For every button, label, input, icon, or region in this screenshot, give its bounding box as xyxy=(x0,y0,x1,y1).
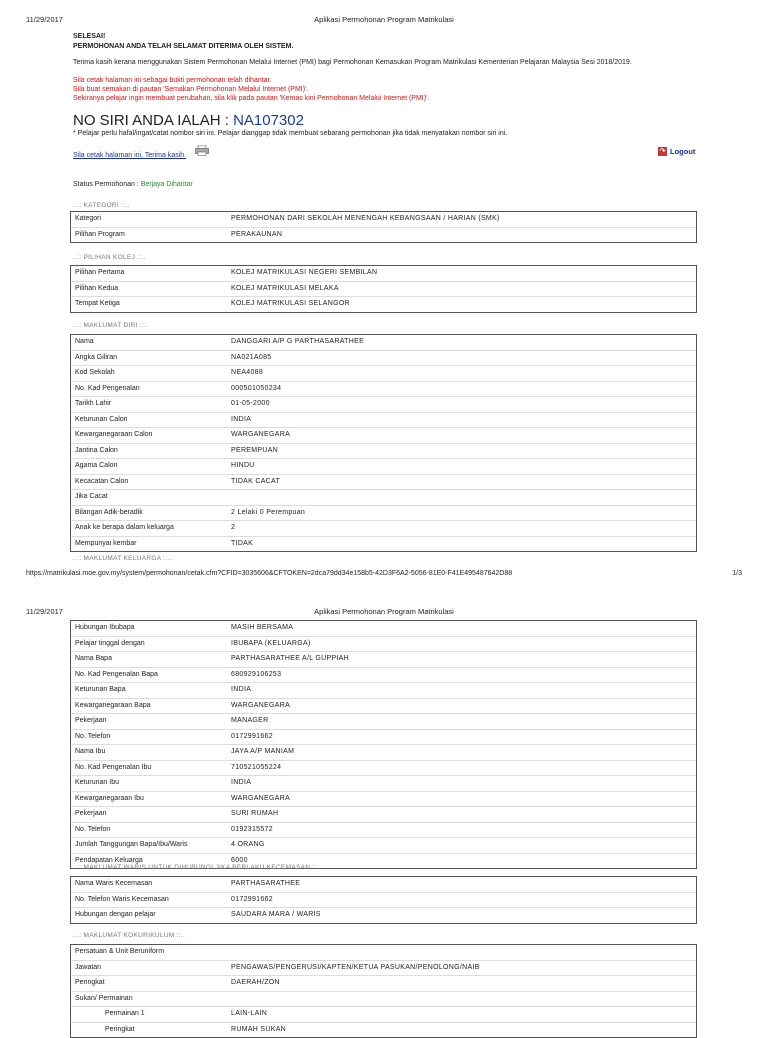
table-row xyxy=(71,228,696,243)
print-title-2: Aplikasi Permohonan Program Matrikulasi xyxy=(314,607,454,616)
field-label: Pilihan Pertama xyxy=(75,269,125,276)
status-label: Status Permohonan : xyxy=(73,181,141,188)
table-row xyxy=(71,621,696,637)
field-value: LAIN-LAIN xyxy=(231,1010,268,1017)
field-value: RUMAH SUKAN xyxy=(231,1025,287,1033)
table-row xyxy=(71,637,696,653)
field-label: Nama Bapa xyxy=(75,655,112,662)
table-row xyxy=(71,838,696,854)
field-label: Jika Cacat xyxy=(75,493,108,500)
serial-number xyxy=(73,112,304,129)
print-title: Aplikasi Permohonan Program Matrikulasi xyxy=(314,15,454,24)
logout-button[interactable] xyxy=(658,147,695,156)
field-value: 4 ORANG xyxy=(231,841,265,848)
field-value: PERAKAUNAN xyxy=(231,230,283,238)
field-value: SAUDARA MARA / WARIS xyxy=(231,911,321,918)
table-row xyxy=(71,506,696,522)
table-row xyxy=(71,428,696,444)
serial-value: NA107302 xyxy=(233,112,304,129)
table-row xyxy=(71,976,696,992)
notice-check: Sila buat semakan di pautan 'Semakan Permohonan Melalui Internet (PMI)'. xyxy=(73,86,309,93)
table-row xyxy=(71,397,696,413)
field-value: KOLEJ MATRIKULASI MELAKA xyxy=(231,284,339,292)
field-value: INDIA xyxy=(231,415,252,423)
field-label: Bilangan Adik-beradik xyxy=(75,508,143,516)
field-label: Keturunan Calon xyxy=(75,415,128,423)
table-row xyxy=(71,351,696,367)
notice-update: Sekiranya pelajar ingin membuat perubahan, sila klik pada pautan 'Kemas kini Permohonan Melalui Internet (PMI)'. xyxy=(73,95,430,102)
table-row xyxy=(71,668,696,684)
table-row xyxy=(71,792,696,808)
field-label: Pelajar tinggal dengan xyxy=(75,639,145,647)
field-label: Peringkat xyxy=(105,1025,135,1033)
field-label: No. Telefon Waris Kecemasan xyxy=(75,895,169,903)
section-kategori: ..:: KATEGORI ::.. xyxy=(73,202,130,209)
kolej-table xyxy=(70,265,697,313)
field-label: Keturunan Ibu xyxy=(75,779,119,786)
section-kokurikulum: ..:: MAKLUMAT KOKURIKULUM ::.. xyxy=(73,932,186,939)
field-value: IBUBAPA (KELUARGA) xyxy=(231,639,311,647)
table-row xyxy=(71,266,696,282)
field-label: Permainan 1 xyxy=(105,1010,145,1017)
thanks-message: Terima kasih kerana menggunakan Sistem Permohonan Melalui Internet (PMI) bagi Permohonan Kemasukan Program Matrikulasi Kementerian Pelajaran Malaysia Sesi 2018/2019. xyxy=(73,59,632,66)
field-label: Kewarganegaraan Bapa xyxy=(75,701,151,709)
field-value: 0192315572 xyxy=(231,825,273,833)
table-row xyxy=(71,1007,696,1023)
table-row xyxy=(71,992,696,1008)
field-label: No. Kad Pengenalan xyxy=(75,384,140,392)
field-label: No. Telefon xyxy=(75,732,111,740)
field-value: 6000 xyxy=(231,856,248,864)
field-value: WARGANEGARA xyxy=(231,701,291,709)
field-label: Pekerjaan xyxy=(75,810,107,817)
table-row xyxy=(71,761,696,777)
field-value: 0172991662 xyxy=(231,895,273,903)
field-label: Pilihan Program xyxy=(75,230,125,238)
field-value: INDIA xyxy=(231,779,252,786)
received-message: PERMOHONAN ANDA TELAH SELAMAT DITERIMA OLEH SISTEM. xyxy=(73,43,294,50)
printer-icon[interactable] xyxy=(195,145,209,156)
field-value: SURI RUMAH xyxy=(231,810,279,817)
field-value: TIDAK CACAT xyxy=(231,477,281,485)
table-row xyxy=(71,745,696,761)
table-row xyxy=(71,893,696,909)
section-keluarga: ..:: MAKLUMAT KELUARGA ::.. xyxy=(73,555,172,562)
field-label: Keturunan Bapa xyxy=(75,686,126,693)
field-label: Sukan/ Permainan xyxy=(75,994,133,1002)
table-row xyxy=(71,699,696,715)
table-row xyxy=(71,382,696,398)
field-label: Hubungan Ibubapa xyxy=(75,624,135,631)
diri-table xyxy=(70,334,697,552)
field-label: Pendapatan Keluarga xyxy=(75,856,143,864)
field-label: Mempunyai kembar xyxy=(75,539,137,547)
field-value: PARTHASARATHEE A/L GUPPIAH xyxy=(231,655,350,662)
field-value: 680929106253 xyxy=(231,670,282,678)
field-label: Nama xyxy=(75,338,94,345)
table-row xyxy=(71,776,696,792)
field-label: No. Kad Pengenalan Ibu xyxy=(75,763,152,771)
field-value: 2 Lelaki 0 Perempuan xyxy=(231,508,306,516)
field-label: No. Kad Pengenalan Bapa xyxy=(75,670,158,678)
field-label: Kod Sekolah xyxy=(75,369,115,376)
table-row xyxy=(71,335,696,351)
logout-label: Logout xyxy=(670,147,696,156)
table-row xyxy=(71,730,696,746)
field-value: MANAGER xyxy=(231,717,269,724)
field-label: Persatuan & Unit Beruniform xyxy=(75,948,165,955)
field-value: 000501050234 xyxy=(231,384,282,392)
waris-table xyxy=(70,876,697,924)
field-label: Kewarganegaraan Calon xyxy=(75,431,153,438)
table-row xyxy=(71,297,696,312)
field-value: 0172991662 xyxy=(231,732,273,740)
field-value: 710521055224 xyxy=(231,763,282,771)
table-row xyxy=(71,1023,696,1038)
field-label: Kewarganegaraan Ibu xyxy=(75,794,144,802)
field-value: JAYA A/P MANIAM xyxy=(231,748,295,755)
keluarga-table xyxy=(70,620,697,869)
field-value: TIDAK xyxy=(231,539,254,547)
field-label: Jumlah Tanggungan Bapa/Ibu/Waris xyxy=(75,841,188,848)
status-value: Berjaya Dihantar xyxy=(140,181,193,188)
field-label: Kecacatan Calon xyxy=(75,477,129,485)
table-row xyxy=(71,877,696,893)
field-value: 2 xyxy=(231,524,236,531)
table-row xyxy=(71,945,696,961)
section-waris: ..:: MAKLUMAT WARIS UNTUK DIHUBUNGI JIKA BERLAKU KECEMASAN ::.. xyxy=(73,864,321,871)
table-row xyxy=(71,823,696,839)
application-status xyxy=(73,181,193,188)
kategori-table xyxy=(70,211,697,243)
field-value: HINDU xyxy=(231,462,255,469)
field-label: Pilihan Kedua xyxy=(75,284,119,292)
section-diri: ..:: MAKLUMAT DIRI ::.. xyxy=(73,322,149,329)
serial-note: * Pelajar perlu hafal/ingat/catat nombor siri ini. Pelajar dianggap tidak membuat sebarang permohonan jika tidak menyatakan nombor siri ini. xyxy=(73,130,508,137)
field-label: Nama Ibu xyxy=(75,748,106,755)
field-value: DANGGARI A/P G PARTHASARATHEE xyxy=(231,338,365,345)
field-value: 01-05-2000 xyxy=(231,400,270,407)
field-label: Angka Giliran xyxy=(75,353,118,361)
logout-icon: ↷ xyxy=(659,148,666,155)
table-row xyxy=(71,908,696,923)
field-value: PERMOHONAN DARI SEKOLAH MENENGAH KEBANGSAAN / HARIAN (SMK) xyxy=(231,215,500,222)
notice-print: Sila cetak halaman ini sebagai bukti permohonan telah dihantar. xyxy=(73,77,272,84)
table-row xyxy=(71,366,696,382)
footer-page: 1/3 xyxy=(732,570,742,577)
field-value: DAERAH/ZON xyxy=(231,979,280,986)
field-label: Agama Calon xyxy=(75,462,118,469)
print-date-2: 11/29/2017 xyxy=(26,607,63,616)
table-row xyxy=(71,714,696,730)
table-row xyxy=(71,444,696,460)
field-value: INDIA xyxy=(231,686,252,693)
field-value: WARGANEGARA xyxy=(231,794,291,802)
field-value: PENGAWAS/PENGERUSI/KAPTEN/KETUA PASUKAN/PENOLONG/NAIB xyxy=(231,963,480,971)
field-label: Anak ke berapa dalam keluarga xyxy=(75,524,174,531)
field-label: Pekerjaan xyxy=(75,717,107,724)
field-label: Jantina Calon xyxy=(75,446,118,454)
field-value: NA021A085 xyxy=(231,353,272,361)
field-value: WARGANEGARA xyxy=(231,431,291,438)
field-label: Hubungan dengan pelajar xyxy=(75,911,156,918)
table-row xyxy=(71,282,696,298)
table-row xyxy=(71,807,696,823)
field-label: Peringkat xyxy=(75,979,105,986)
field-value: PEREMPUAN xyxy=(231,446,279,454)
field-value: PARTHASARATHEE xyxy=(231,880,301,887)
print-page-link[interactable]: Sila cetak halaman ini, Terima kasih. xyxy=(73,152,187,159)
table-row xyxy=(71,475,696,491)
field-label: Kategori xyxy=(75,215,102,222)
field-value: MASIH BERSAMA xyxy=(231,624,294,631)
table-row xyxy=(71,652,696,668)
table-row xyxy=(71,459,696,475)
done-heading: SELESAI! xyxy=(73,33,106,40)
table-row xyxy=(71,537,696,552)
print-date: 11/29/2017 xyxy=(26,15,63,24)
serial-label: NO SIRI ANDA IALAH : xyxy=(73,112,234,129)
field-value: NEA4088 xyxy=(231,369,264,376)
table-row xyxy=(71,413,696,429)
field-value: KOLEJ MATRIKULASI NEGERI SEMBILAN xyxy=(231,269,378,276)
table-row xyxy=(71,683,696,699)
section-kolej: ..:: PILIHAN KOLEJ ::.. xyxy=(73,254,146,261)
footer-url: https://matrikulasi.moe.gov.my/system/permohonan/cetak.cfm?CFID=3035606&CFTOKEN=2dca79dd34e158b5-42D3F6A2-5056-81E0-F41E495487642D88 xyxy=(26,570,513,577)
field-label: Jawatan xyxy=(75,963,102,971)
table-row xyxy=(71,961,696,977)
table-row xyxy=(71,212,696,228)
field-label: Tempat Ketiga xyxy=(75,300,120,307)
field-label: Tarikh Lahir xyxy=(75,400,112,407)
table-row xyxy=(71,490,696,506)
field-label: No. Telefon xyxy=(75,825,111,833)
table-row xyxy=(71,521,696,537)
field-label: Nama Waris Kecemasan xyxy=(75,880,153,887)
field-value: KOLEJ MATRIKULASI SELANGOR xyxy=(231,300,350,307)
